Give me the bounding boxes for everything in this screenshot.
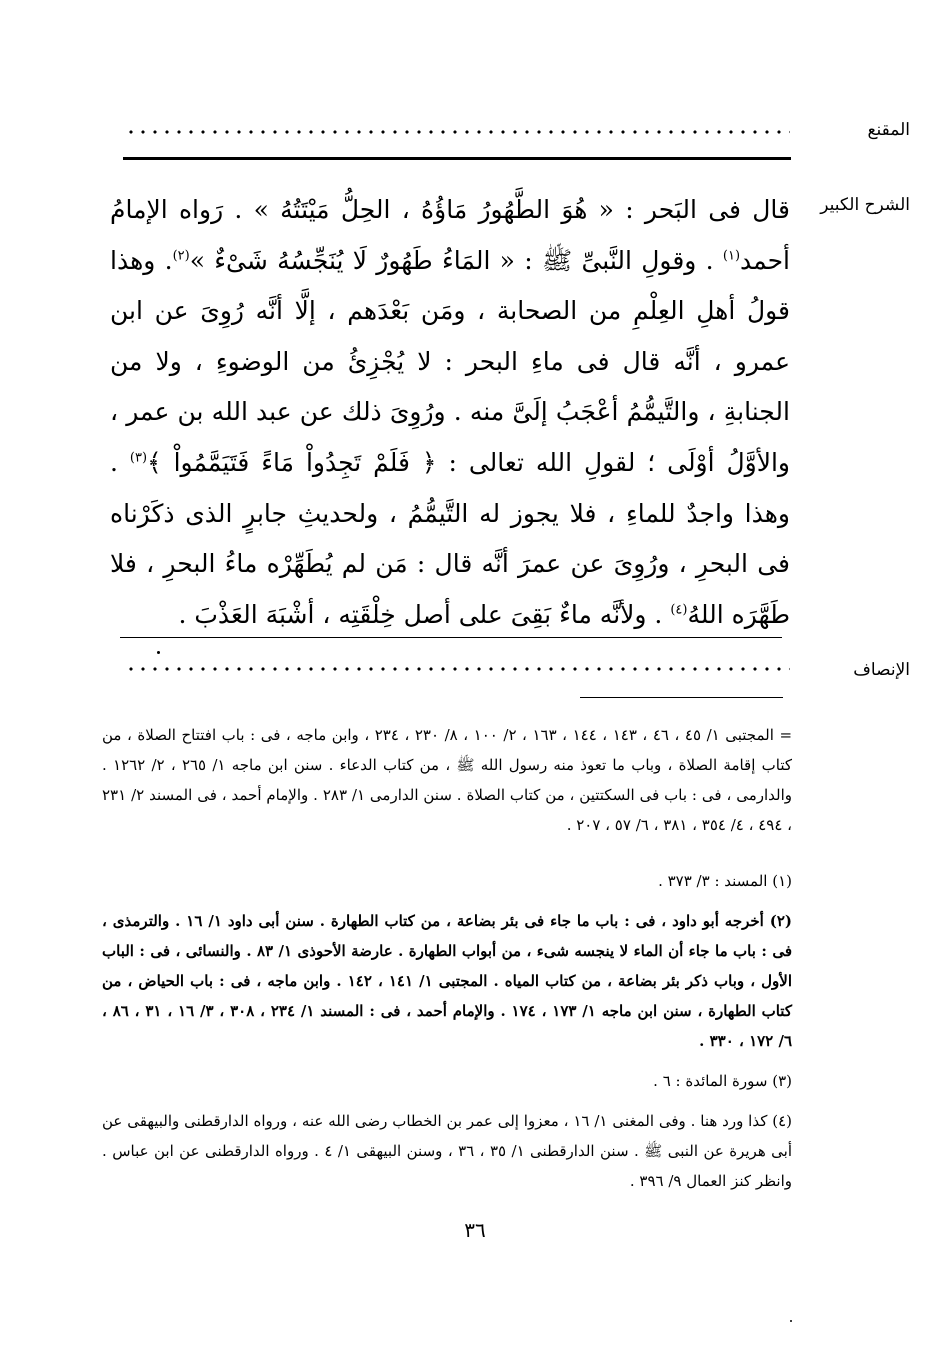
quran-verse: ﴿ فَلَمْ تَجِدُواْ مَاءً فَتَيَمَّمُواْ ﴾ xyxy=(147,447,437,477)
sharh-line-5: . وهذا واجدٌ للماءِ ، فلا يجوز له التَّيمُّمُ ، ولحديثِ جابرٍ الذى ذكَرْناه فى البحرِ ، ورُوِىَ عن عمرَ أنَّه قال : مَن لم يُطَهِّرْه ماءُ البحرِ ، فلا طَهَّرَه اللهُ xyxy=(110,447,790,629)
insaf-dotted-rule xyxy=(125,667,790,671)
footnote-1-text: (١) المسند : ٣/ ٣٧٣ . xyxy=(658,872,792,890)
ink-speck xyxy=(790,1320,792,1322)
footnote-separator xyxy=(580,697,783,698)
footnote-mark-3: (٣) xyxy=(129,450,148,466)
sharh-paragraph: قال فى البَحر : « هُوَ الطَّهُورُ مَاؤُهُ ، الحِلُّ مَيْتَتُهُ » . رَواه الإمامُ أحمد$^{(١)}$ . وقولِ النَّبىِّ ﷺ : « المَاءُ طَهُورٌ لَا يُنَجِّسُهُ شَىْءٌ »$^{(٢)}$. وهذا قولُ أهلِ العِلْمِ من الصحابة ، ومَن بَعْدَهم ، إلَّا أنَّه رُوِىَ عن ابن عمرو ، أنَّه قال فى ماءِ البحر : لا يُجْزِئُ من الوضوءِ ، ولا من الجنابةِ ، والتَّيمُّمُ أعْجَبُ إلَىَّ منه . ورُوِىَ ذلك عن عبد الله بن عمر ، والأوَّلُ أوْلَى ؛ لقولِ الله تعالى : ﴿ فَلَمْ تَجِدُواْ مَاءً فَتَيَمَّمُواْ ﴾$^{(٣)}$ . وهذا واجدٌ للماءِ ، فلا يجوز له التَّيمُّمُ ، ولحديثِ جابرٍ الذى ذكَرْناه فى البحرِ ، ورُوِىَ عن عمرَ أنَّه قال : مَن لم يُطَهِّرْه ماءُ البحرِ ، فلا طَهَّرَه اللهُ$^{(٤)}$ . ولأنَّه ماءٌ بَقِىَ على أصل خِلْقَتِه ، أشْبَهَ العَذْبَ . xyxy=(110,195,791,629)
footnote-4 xyxy=(102,1106,792,1196)
footnote-1 xyxy=(102,866,792,896)
footnote-mark-2: (٢) xyxy=(172,248,190,264)
footnote-mark-1: (١) xyxy=(722,248,741,264)
sharh-end-rule xyxy=(120,637,782,638)
sharh-line-2: وقولِ النَّبىِّ ﷺ : « المَاءُ طَهُورٌ لَا يُنَجِّسُهُ شَىْءٌ » xyxy=(189,245,697,275)
footnote-3-text: (٣) سورة المائدة : ٦ . xyxy=(653,1072,792,1090)
footnote-continuation-text: = المجتبى ١/ ٤٥ ، ٤٦ ، ١٤٣ ، ١٤٤ ، ١٦٣ ، ٢/ ١٠٠ ، ٨/ ٢٣٠ ، ٢٣٤ ، وابن ماجه ، فى : باب افتتاح الصلاة ، من كتاب إقامة الصلاة ، وباب ما تعوذ منه رسول الله ﷺ ، من كتاب الدعاء . سنن ابن ماجه ١/ ٢٦٥ ، ٢/ ١٢٦٢ . والدارمى ، فى : باب فى السكتتين ، من كتاب الصلاة . سنن الدارمى ١/ ٢٨٣ . والإمام أحمد ، فى المسند ٢/ ٢٣١ ، ٤٩٤ ، ٤/ ٣٥٤ ، ٣٨١ ، ٦/ ٥٧ ، ٢٠٧ . xyxy=(102,726,793,834)
footnote-3 xyxy=(102,1066,792,1096)
footnote-2 xyxy=(102,906,792,1056)
footnote-mark-4: (٤) xyxy=(670,602,688,618)
ink-speck xyxy=(157,651,160,654)
book-title: المقنع xyxy=(867,120,910,140)
sharh-line-6: . ولأنَّه ماءٌ بَقِىَ على أصل خِلْقَتِه ، أشْبَهَ العَذْبَ . xyxy=(178,599,663,629)
header-rule xyxy=(123,157,791,160)
sharh-line-3: . وهذا قولُ أهلِ العِلْمِ من الصحابة ، ومَن بَعْدَهم ، إلَّا أنَّه رُوِىَ عن ابن عمرو ، أنَّه قال فى ماءِ البحر : لا يُجْزِئُ من الوضوءِ ، ولا من الجنابةِ ، والتَّيمُّمُ أعْجَبُ إلَىَّ منه . ورُوِىَ ذلك عن عبد الله بن عمر ، والأوَّلُ أوْلَى ؛ لقولِ الله تعالى : xyxy=(110,245,791,477)
footnote-2-text: (٢) أخرجه أبو داود ، فى : باب ما جاء فى بئر بضاعة ، من كتاب الطهارة . سنن أبى داود ١/ ١٦ . والترمذى ، فى : باب ما جاء أن الماء لا ينجسه شىء ، من أبواب الطهارة . عارضة الأحوذى ١/ ٨٣ . والنسائى ، فى : الباب الأول ، وباب ذكر بئر بضاعة ، من كتاب المياه . المجتبى ١/ ١٤١ ، ١٤٢ . وابن ماجه ، فى : باب الحياض ، من كتاب الطهارة ، سنن ابن ماجه ١/ ١٧٣ ، ١٧٤ . والإمام أحمد ، فى : المسند ١/ ٢٣٤ ، ٣٠٨ ، ٣/ ١٦ ، ٣١ ، ٨٦ ، ٦/ ١٧٢ ، ٣٣٠ . xyxy=(102,912,793,1050)
insaf-label: الإنصاف xyxy=(853,660,910,680)
footnote-4-text: (٤) كذا ورد هنا . وفى المغنى ١/ ١٦ ، معزوا إلى عمر بن الخطاب رضى الله عنه ، ورواه الدارقطنى والبيهقى عن أبى هريرة عن النبى ﷺ . سنن الدارقطنى ١/ ٣٥ ، ٣٦ ، وسنن البيهقى ١/ ٤ . ورواه الدارقطنى عن ابن عباس . وانظر كنز العمال ٩/ ٣٩٦ . xyxy=(102,1112,793,1190)
sharh-label: الشرح الكبير xyxy=(820,195,910,215)
footnote-continuation xyxy=(102,720,792,840)
sharh-text xyxy=(110,185,790,640)
header-dotted-rule xyxy=(125,130,790,134)
sharh-line-1: قال فى البَحر : « هُوَ الطَّهُورُ مَاؤُهُ ، الحِلُّ مَيْتَتُهُ » . رَواه الإمامُ أحمد xyxy=(110,195,790,275)
page-number: ٣٦ xyxy=(464,1218,486,1242)
